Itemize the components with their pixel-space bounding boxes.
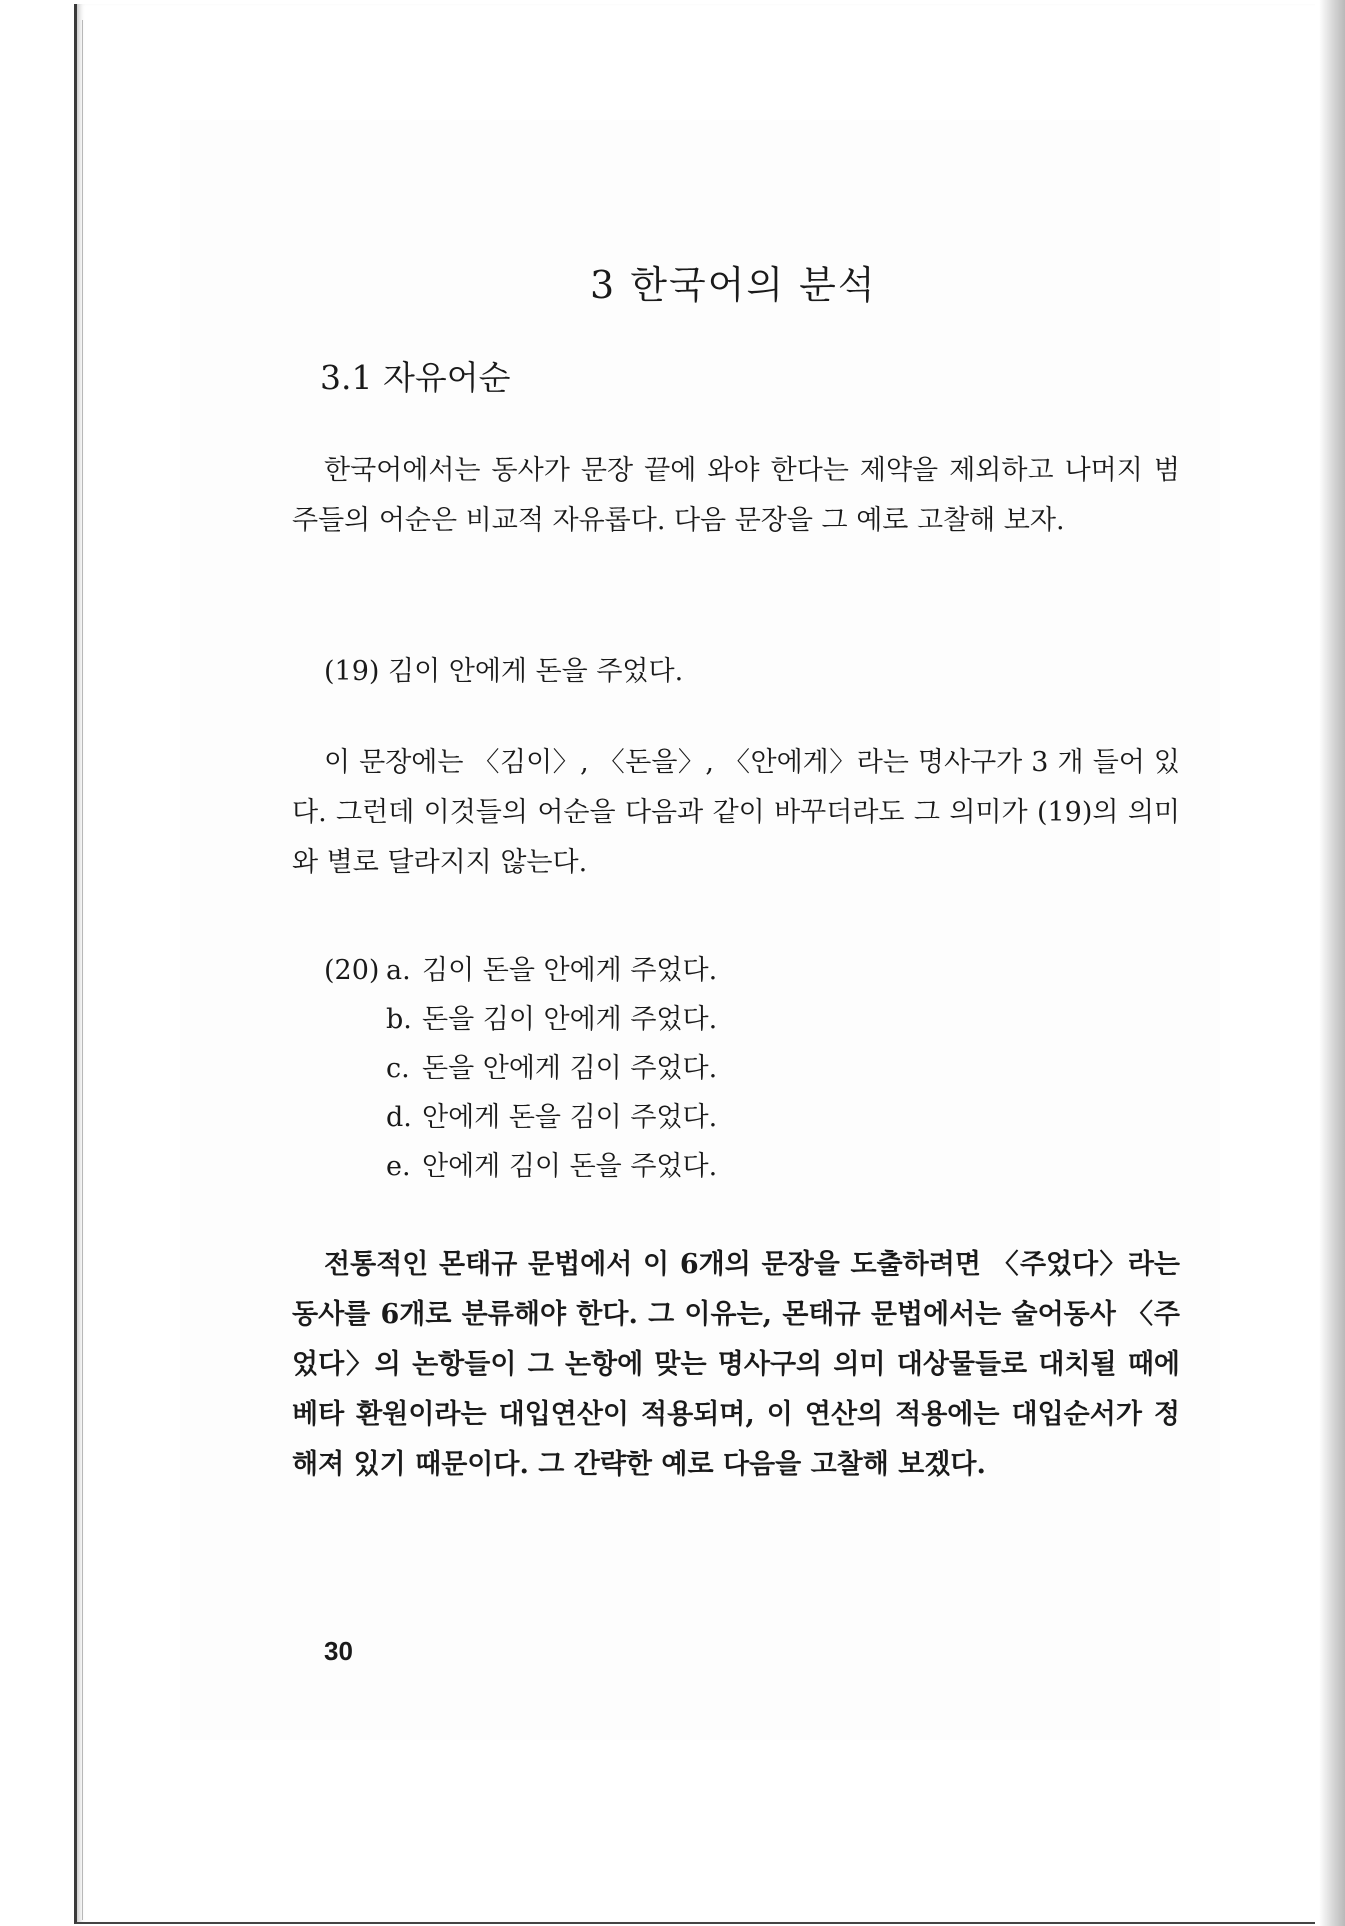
section-title: 3.1 자유어순 bbox=[320, 358, 511, 397]
paragraph-noun-phrases: 이 문장에는 〈김이〉, 〈돈을〉, 〈안에게〉라는 명사구가 3 개 들어 있다. 그런데 이것들의 어순을 다음과 같이 바꾸더라도 그 의미가 (19)의 의미와 별로 달라지지 않는다. bbox=[292, 747, 1180, 878]
example-item-text: 돈을 안에게 김이 주었다. bbox=[422, 1053, 718, 1084]
example-item-letter: a. bbox=[386, 955, 411, 986]
paragraph-intro: 한국어에서는 동사가 문장 끝에 와야 한다는 제약을 제외하고 나머지 범주들의 어순은 비교적 자유롭다. 다음 문장을 그 예로 고찰해 보자. bbox=[292, 455, 1180, 536]
example-item-text: 안에게 돈을 김이 주었다. bbox=[422, 1102, 718, 1133]
example-item-letter: c. bbox=[386, 1053, 410, 1084]
example-19: (19) 김이 안에게 돈을 주었다. bbox=[324, 656, 684, 687]
example-item-letter: d. bbox=[386, 1102, 412, 1133]
example-item-text: 김이 돈을 안에게 주었다. bbox=[422, 955, 718, 986]
example-20-item-c bbox=[324, 1044, 717, 1093]
example-20-item-b bbox=[324, 995, 717, 1044]
example-item-text: 돈을 김이 안에게 주었다. bbox=[422, 1004, 718, 1035]
example-item-letter: b. bbox=[386, 1004, 412, 1035]
example-20-number: (20) bbox=[324, 955, 380, 986]
page-number: 30 bbox=[324, 1636, 353, 1666]
chapter-title: 3 한국어의 분석 bbox=[590, 263, 877, 307]
spine-shadow bbox=[1319, 0, 1345, 1926]
example-20-item-e bbox=[324, 1142, 717, 1191]
example-20-item-d bbox=[324, 1093, 717, 1142]
example-item-letter: e. bbox=[386, 1151, 411, 1182]
example-20-list bbox=[324, 946, 717, 1191]
example-item-text: 안에게 김이 돈을 주었다. bbox=[422, 1151, 718, 1182]
paragraph-montague: 전통적인 몬태규 문법에서 이 6개의 문장을 도출하려면 〈주었다〉라는 동사를 6개로 분류해야 한다. 그 이유는, 몬태규 문법에서는 술어동사 〈주었다〉의 논항들이 그 논항에 맞는 명사구의 의미 대상물들로 대치될 때에 베타 환원이라는 대입연산이 적용되며, 이 연산의 적용에는 대입순서가 정해져 있기 때문이다. 그 간략한 예로 다음을 고찰해 보겠다. bbox=[292, 1249, 1180, 1480]
page-inner-edge bbox=[82, 20, 83, 1920]
example-20-item-a bbox=[324, 946, 717, 995]
